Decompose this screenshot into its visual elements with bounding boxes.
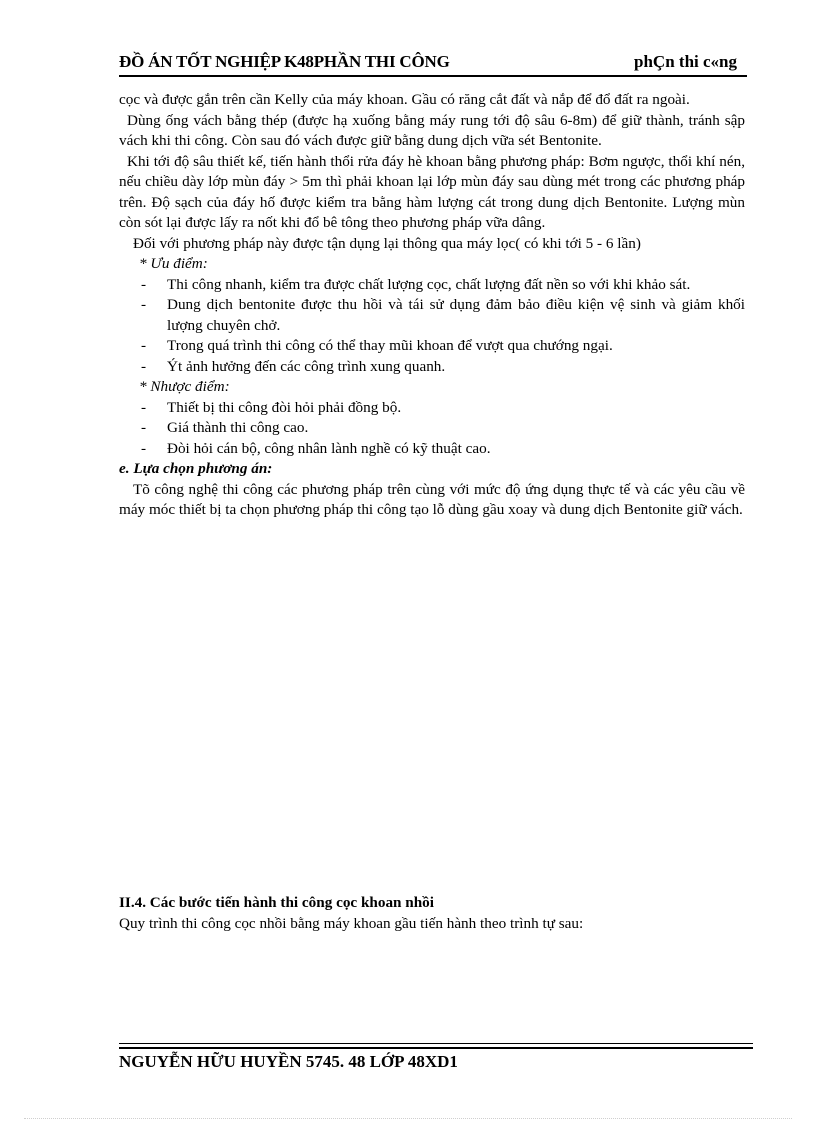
paragraph: cọc và được gắn trên cần Kelly của máy khoan. Gầu có răng cắt đất và nắp để đổ đất ra ngoài. bbox=[119, 91, 690, 108]
disadvantages-label: * Nhược điểm: bbox=[139, 378, 230, 395]
bullet-dash: - bbox=[141, 419, 147, 436]
paragraph: Dùng ống vách bằng thép (được hạ xuống bằng máy rung tới độ sâu 6-8m) để giữ thành, tránh sập vách khi thi công. Còn sau đó vách được giữ bằng dung dịch vữa sét Bentonite. bbox=[119, 111, 745, 149]
bullet-dash: - bbox=[141, 439, 147, 457]
paragraph: Khi tới độ sâu thiết kế, tiến hành thổi rửa đáy hè khoan bằng phương pháp: Bơm ngược, thổi khí nén, nếu chiều dày lớp mùn đáy > 5m thì phải khoan lại lớp mùn đáy sau dùng mét trong các phương pháp trên. Độ sạch của đáy hố được kiểm tra bằng hàm lượng cát trong dung dịch Bentonite. Lượng mùn còn sót lại được lấy ra nốt khi đổ bê tông theo phương pháp vữa dâng. bbox=[119, 152, 745, 231]
paragraph: Quy trình thi công cọc nhồi bằng máy khoan gầu tiến hành theo trình tự sau: bbox=[119, 914, 584, 932]
list-item bbox=[119, 439, 745, 460]
list-item bbox=[119, 357, 745, 378]
page-header bbox=[119, 52, 747, 76]
list-item bbox=[119, 295, 745, 336]
header-section-label: phÇn thi c«ng bbox=[634, 52, 737, 71]
paragraph: Đối với phương pháp này được tận dụng lại thông qua máy lọc( có khi tới 5 - 6 lần) bbox=[133, 234, 641, 252]
list-item-text: Giá thành thi công cao. bbox=[167, 419, 309, 436]
bullet-dash: - bbox=[141, 357, 147, 375]
page-footer: NGUYỄN HỮU HUYỀN 5745. 48 LỚP 48XD1 bbox=[119, 1052, 458, 1071]
list-item bbox=[119, 418, 745, 439]
list-item-text: Trong quá trình thi công có thể thay mũi khoan để vượt qua chướng ngại. bbox=[167, 337, 613, 354]
list-item-text: Thiết bị thi công đòi hỏi phải đồng bộ. bbox=[167, 398, 402, 416]
list-item-text: Thi công nhanh, kiểm tra được chất lượng cọc, chất lượng đất nền so với khi khảo sát. bbox=[167, 275, 691, 293]
footer-divider-thick bbox=[119, 1047, 753, 1049]
footer-divider-thin bbox=[119, 1043, 753, 1044]
list-item bbox=[119, 275, 745, 296]
section-title: II.4. Các bước tiến hành thi công cọc khoan nhồi bbox=[119, 894, 434, 911]
page-boundary-line bbox=[24, 1118, 792, 1119]
header-title: ĐỒ ÁN TỐT NGHIỆP K48PHẦN THI CÔNG bbox=[119, 52, 450, 71]
advantages-label: * Ưu điểm: bbox=[139, 255, 208, 272]
list-item bbox=[119, 336, 745, 357]
bullet-dash: - bbox=[141, 296, 147, 313]
list-item-text: Đòi hỏi cán bộ, công nhân lành nghề có kỹ thuật cao. bbox=[167, 439, 491, 457]
paragraph: Tõ công nghệ thi công các phương pháp trên cùng với mức độ ứng dụng thực tế và các yêu cầu về máy móc thiết bị ta chọn phương pháp thi công tạo lỗ dùng gầu xoay và dung dịch Bentonite giữ vách. bbox=[119, 480, 745, 518]
list-item-text: Dung dịch bentonite được thu hồi và tái sử dụng đảm bảo điều kiện vệ sinh và giảm khối lượng chuyên chở. bbox=[167, 296, 745, 334]
bullet-dash: - bbox=[141, 337, 147, 354]
list-item bbox=[119, 398, 745, 419]
subsection-heading: e. Lựa chọn phương án: bbox=[119, 460, 273, 477]
main-content bbox=[119, 90, 745, 521]
section-block bbox=[119, 893, 745, 934]
list-item-text: Ýt ảnh hưởng đến các công trình xung quanh. bbox=[167, 357, 446, 375]
bullet-dash: - bbox=[141, 398, 147, 416]
bullet-dash: - bbox=[141, 275, 147, 293]
header-divider bbox=[119, 75, 747, 77]
